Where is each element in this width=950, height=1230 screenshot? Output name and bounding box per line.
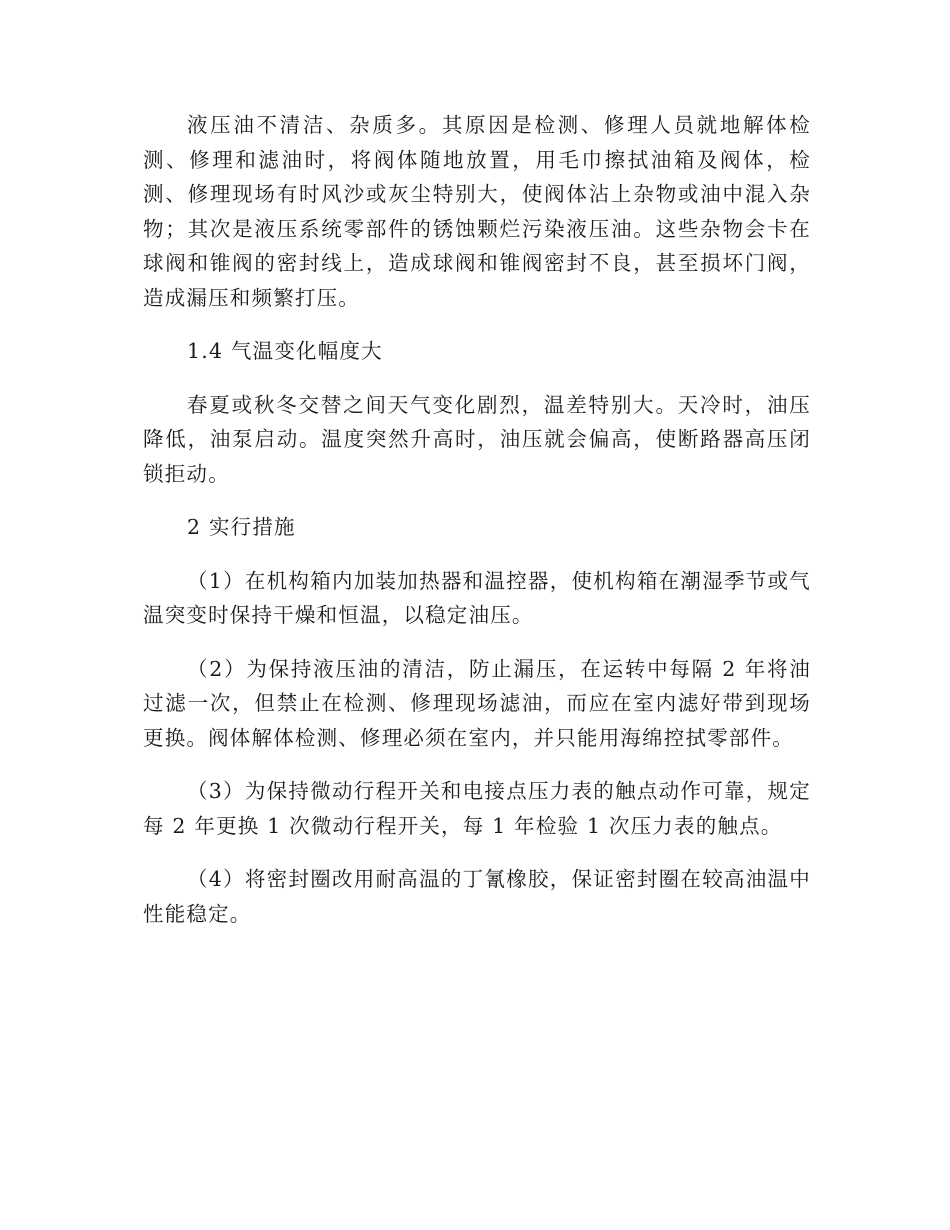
document-page [143, 108, 811, 931]
paragraph-temperature-variation: 春夏或秋冬交替之间天气变化剧烈，温差特别大。天冷时，油压降低，油泵启动。温度突然升高时，油压就会偏高，使断路器高压闭锁拒动。 [143, 392, 811, 486]
paragraph-measure-3: （3）为保持微动行程开关和电接点压力表的触点动作可靠，规定每 2 年更换 1 次微动行程开关，每 1 年检验 1 次压力表的触点。 [143, 779, 811, 838]
section-heading-2: 2 实行措施 [187, 515, 296, 539]
paragraph-measure-4: （4）将密封圈改用耐高温的丁氰橡胶，保证密封圈在较高油温中性能稳定。 [143, 867, 811, 926]
paragraph-hydraulic-oil-impurities: 液压油不清洁、杂质多。其原因是检测、修理人员就地解体检测、修理和滤油时，将阀体随地放置，用毛巾擦拭油箱及阀体，检测、修理现场有时风沙或灰尘特别大，使阀体沾上杂物或油中混入杂物；其次是液压系统零部件的锈蚀颗烂污染液压油。这些杂物会卡在球阀和锥阀的密封线上，造成球阀和锥阀密封不良，甚至损坏门阀，造成漏压和频繁打压。 [143, 113, 811, 310]
section-heading-1-4: 1.4 气温变化幅度大 [187, 339, 383, 363]
paragraph-measure-1: （1）在机构箱内加装加热器和温控器，使机构箱在潮湿季节或气温突变时保持干燥和恒温，以稳定油压。 [143, 568, 811, 627]
paragraph-measure-2: （2）为保持液压油的清洁，防止漏压，在运转中每隔 2 年将油过滤一次，但禁止在检测、修理现场滤油，而应在室内滤好带到现场更换。阀体解体检测、修理必须在室内，并只能用海绵控拭零部件。 [143, 656, 811, 750]
